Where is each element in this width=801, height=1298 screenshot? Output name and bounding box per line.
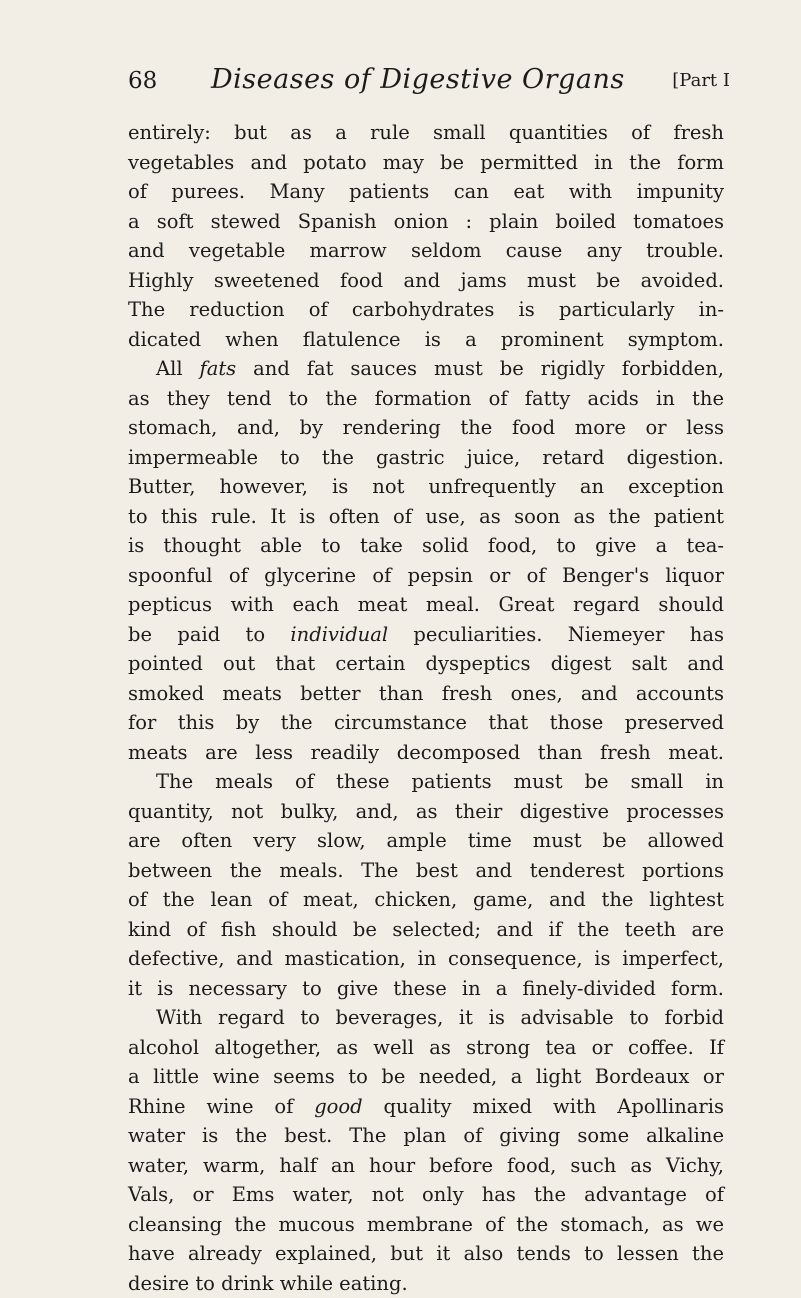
text-line xyxy=(128,177,724,207)
text-run: for this by the circumstance that those preserved xyxy=(128,711,724,734)
part-label: [Part I xyxy=(672,70,730,91)
text-run: pepticus with each meat meal. Great regard should xyxy=(128,593,724,616)
text-line xyxy=(128,1121,724,1151)
text-run: Butter, however, is not unfrequently an exception xyxy=(128,475,724,498)
text-run: peculiarities. Niemeyer has xyxy=(388,623,724,646)
text-line xyxy=(128,266,724,296)
text-line xyxy=(128,974,724,1004)
text-run: of the lean of meat, chicken, game, and the lightest xyxy=(128,888,724,911)
running-head xyxy=(128,64,730,104)
text-run: quantity, not bulky, and, as their digestive processes xyxy=(128,800,724,823)
text-line xyxy=(128,1003,724,1033)
text-line xyxy=(128,1151,724,1181)
text-line xyxy=(128,148,724,178)
text-line xyxy=(128,531,724,561)
text-line xyxy=(128,590,724,620)
text-run: meats are less readily decomposed than fresh meat. xyxy=(128,741,724,764)
text-line xyxy=(128,826,724,856)
text-line xyxy=(128,354,724,384)
text-line xyxy=(128,384,724,414)
text-run: Highly sweetened food and jams must be avoided. xyxy=(128,269,724,292)
text-line xyxy=(128,708,724,738)
text-run: as they tend to the formation of fatty acids in the xyxy=(128,387,724,410)
text-run: desire to drink while eating. xyxy=(128,1272,408,1295)
text-run: spoonful of glycerine of pepsin or of Benger's liquor xyxy=(128,564,724,587)
text-line xyxy=(128,561,724,591)
text-line xyxy=(128,1210,724,1240)
text-line xyxy=(128,1033,724,1063)
text-line xyxy=(128,1239,724,1269)
text-run: be paid to xyxy=(128,623,290,646)
text-run: water is the best. The plan of giving some alkaline xyxy=(128,1124,724,1147)
text-line xyxy=(128,1062,724,1092)
body-text xyxy=(128,118,724,1298)
text-run: are often very slow, ample time must be allowed xyxy=(128,829,724,852)
text-line xyxy=(128,797,724,827)
text-line xyxy=(128,649,724,679)
italic-text: good xyxy=(314,1095,362,1118)
text-run: impermeable to the gastric juice, retard digestion. xyxy=(128,446,724,469)
text-run: to this rule. It is often of use, as soon as the patient xyxy=(128,505,724,528)
text-line xyxy=(128,236,724,266)
text-line xyxy=(128,413,724,443)
text-line xyxy=(128,207,724,237)
text-run: have already explained, but it also tends to lessen the xyxy=(128,1242,724,1265)
text-line xyxy=(128,325,724,355)
text-run: The reduction of carbohydrates is particularly in- xyxy=(128,298,724,321)
text-run: a little wine seems to be needed, a light Bordeaux or xyxy=(128,1065,724,1088)
text-line xyxy=(128,767,724,797)
text-line xyxy=(128,885,724,915)
text-line xyxy=(128,443,724,473)
text-line xyxy=(128,679,724,709)
text-run: dicated when flatulence is a prominent symptom. xyxy=(128,328,724,351)
text-run: The meals of these patients must be small in xyxy=(156,770,724,793)
text-run: water, warm, half an hour before food, such as Vichy, xyxy=(128,1154,724,1177)
text-run: of purees. Many patients can eat with impunity xyxy=(128,180,724,203)
text-run: kind of fish should be selected; and if the teeth are xyxy=(128,918,724,941)
text-line xyxy=(128,856,724,886)
text-run: a soft stewed Spanish onion : plain boiled tomatoes xyxy=(128,210,724,233)
italic-text: individual xyxy=(290,623,388,646)
text-run: alcohol altogether, as well as strong tea or coffee. If xyxy=(128,1036,724,1059)
text-line xyxy=(128,502,724,532)
text-run: Vals, or Ems water, not only has the advantage of xyxy=(128,1183,724,1206)
text-run: and vegetable marrow seldom cause any trouble. xyxy=(128,239,724,262)
text-run: between the meals. The best and tenderest portions xyxy=(128,859,724,882)
text-run: entirely: but as a rule small quantities of fresh xyxy=(128,121,724,144)
text-line xyxy=(128,738,724,768)
text-line xyxy=(128,472,724,502)
text-line xyxy=(128,944,724,974)
text-run: it is necessary to give these in a finely-divided form. xyxy=(128,977,724,1000)
text-line xyxy=(128,1269,724,1298)
text-run: Rhine wine of xyxy=(128,1095,314,1118)
text-run: defective, and mastication, in consequence, is imperfect, xyxy=(128,947,724,970)
text-line xyxy=(128,295,724,325)
text-run: quality mixed with Apollinaris xyxy=(363,1095,724,1118)
text-run: pointed out that certain dyspeptics digest salt and xyxy=(128,652,724,675)
text-line xyxy=(128,915,724,945)
italic-text: fats xyxy=(200,357,237,380)
text-line xyxy=(128,620,724,650)
text-run: vegetables and potato may be permitted in the form xyxy=(128,151,724,174)
text-run: is thought able to take solid food, to give a tea- xyxy=(128,534,724,557)
text-run: With regard to beverages, it is advisable to forbid xyxy=(156,1006,724,1029)
text-run: and fat sauces must be rigidly forbidden, xyxy=(236,357,724,380)
text-run: smoked meats better than fresh ones, and accounts xyxy=(128,682,724,705)
text-run: stomach, and, by rendering the food more or less xyxy=(128,416,724,439)
text-line xyxy=(128,1180,724,1210)
running-title: Diseases of Digestive Organs xyxy=(211,64,625,95)
text-line xyxy=(128,118,724,148)
text-line xyxy=(128,1092,724,1122)
text-run: cleansing the mucous membrane of the stomach, as we xyxy=(128,1213,724,1236)
text-run: All xyxy=(156,357,200,380)
page-number: 68 xyxy=(128,68,157,94)
